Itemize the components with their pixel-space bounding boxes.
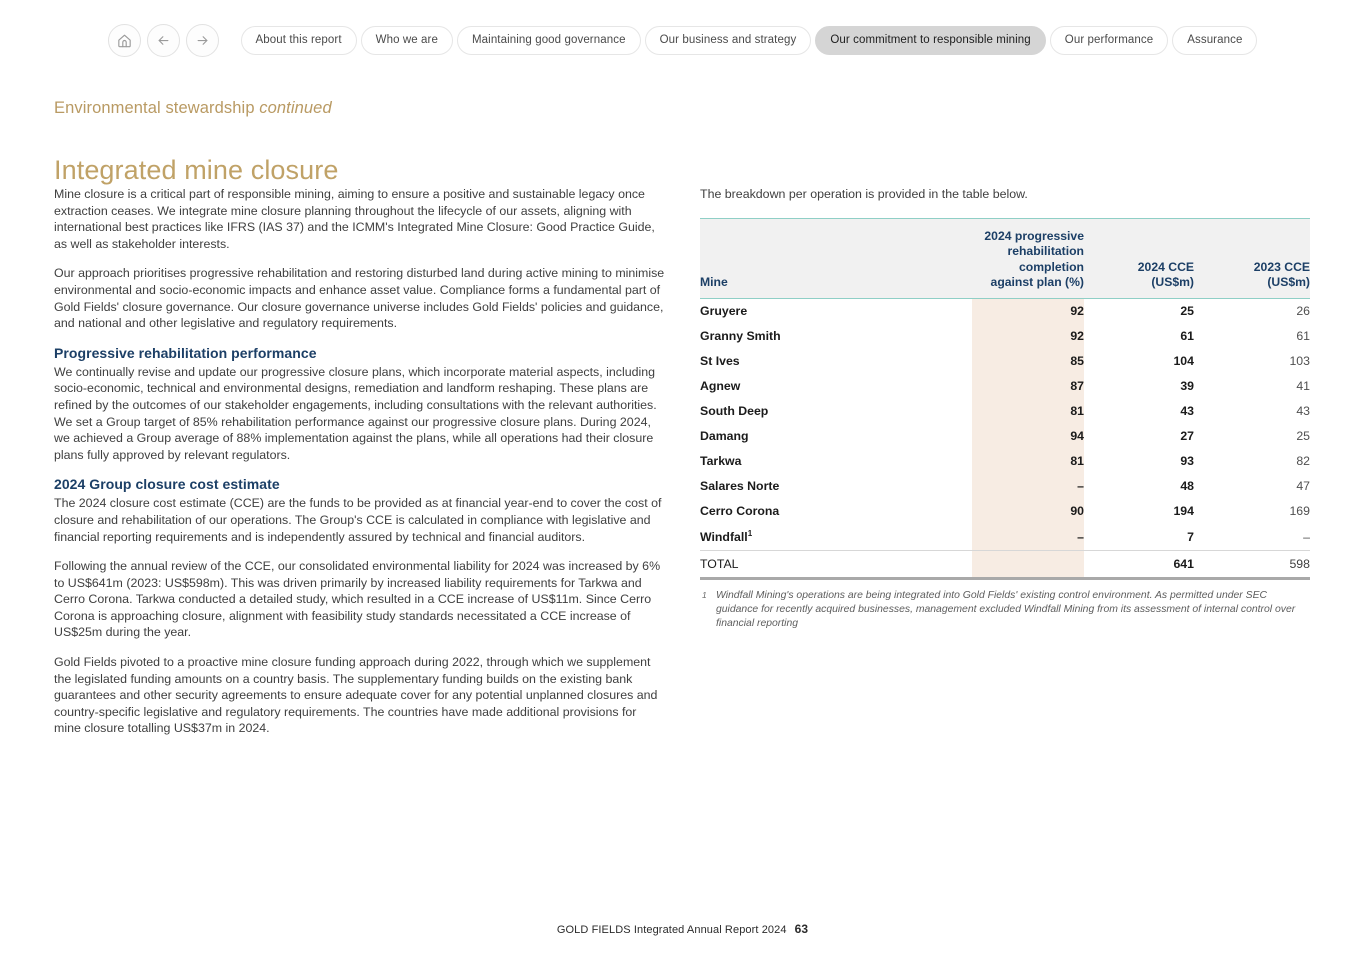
column-header-mine: Mine	[700, 218, 972, 298]
table-row	[700, 374, 1310, 399]
cell-2023-cce: 26	[1296, 304, 1310, 319]
paragraph-cce-review: Following the annual review of the CCE, our consolidated environmental liability for 2024 was increased by 6% to US$641m (2023: US$598m). This was driven primarily by increased liability requirements for Tarkwa and Cerro Corona. Tarkwa conducted a detailed study, which resulted in a CCE increase of US$11m. Since Cerro Corona is approaching closure, alignment with feasibility study standards necessitated a CCE increase of US$25m during the year.	[54, 559, 661, 640]
arrow-left-icon	[156, 33, 171, 48]
cell-rehabilitation-completion: 90	[972, 499, 1084, 524]
cell-2024-cce: 43	[1180, 404, 1194, 419]
arrow-right-icon	[195, 33, 210, 48]
cell-2024-cce: 93	[1180, 454, 1194, 469]
cell-rehabilitation-completion: 92	[972, 324, 1084, 349]
cell-rehabilitation-completion: 81	[972, 449, 1084, 474]
cell-rehabilitation-completion: 92	[972, 298, 1084, 324]
cell-total-2024-cce: 641	[1084, 551, 1194, 579]
cell-mine-name: Gruyere	[700, 304, 748, 319]
cell-2023-cce: 43	[1296, 404, 1310, 419]
cell-total-2023-cce: 598	[1194, 551, 1310, 579]
tab-who-we-are[interactable]: Who we are	[361, 26, 453, 55]
table-row	[700, 474, 1310, 499]
table-row	[700, 524, 1310, 551]
cell-2024-cce: 48	[1180, 479, 1194, 494]
cell-mine-name: Salares Norte	[700, 479, 780, 494]
home-button[interactable]	[108, 24, 141, 57]
cell-rehabilitation-completion: 94	[972, 424, 1084, 449]
forward-button[interactable]	[186, 24, 219, 57]
cell-mine-name: Damang	[700, 429, 749, 444]
home-icon	[116, 32, 133, 49]
right-table-column	[700, 186, 1310, 632]
heading-2024-group-closure-cost-estimate: 2024 Group closure cost estimate	[54, 476, 280, 493]
table-row	[700, 298, 1310, 324]
cell-2024-cce: 39	[1180, 379, 1194, 394]
cell-2023-cce: 82	[1296, 454, 1310, 469]
cell-2024-cce: 25	[1180, 304, 1194, 319]
cell-2023-cce: 103	[1289, 354, 1310, 369]
header-line-1: 2024 CCE	[1137, 259, 1194, 274]
cell-2024-cce: 27	[1180, 429, 1194, 444]
cell-rehabilitation-completion: –	[972, 524, 1084, 551]
cell-mine-name: South Deep	[700, 404, 769, 419]
left-text-column	[54, 186, 666, 750]
tab-our-business-and-strategy[interactable]: Our business and strategy	[645, 26, 812, 55]
footer-report-title: GOLD FIELDS Integrated Annual Report 2024	[556, 924, 787, 936]
header-line-1: 2024 progressive	[984, 228, 1084, 243]
cell-2023-cce: 169	[1289, 504, 1310, 519]
cell-mine-name: St Ives	[700, 354, 740, 369]
paragraph-cce-definition: The 2024 closure cost estimate (CCE) are the funds to be provided as at financial year-end to cover the cost of closure and rehabilitation of our operations. The Group's CCE is calculated in compliance with legislative and financial reporting requirements and is independently assured by technical and financial auditors.	[54, 496, 662, 544]
cell-mine-name: Agnew	[700, 379, 741, 394]
header-line-3: completion	[1018, 259, 1084, 274]
back-button[interactable]	[147, 24, 180, 57]
header-line-1: 2023 CCE	[1253, 259, 1310, 274]
cell-2023-cce: 47	[1296, 479, 1310, 494]
footnote-marker: 1	[702, 590, 707, 601]
header-line-2: (US$m)	[1267, 275, 1310, 290]
cell-2023-cce: –	[1303, 530, 1310, 545]
table-row	[700, 324, 1310, 349]
tab-our-commitment-to-responsible-mining[interactable]: Our commitment to responsible mining	[815, 26, 1045, 55]
table-row	[700, 424, 1310, 449]
page-title: Integrated mine closure	[54, 155, 339, 185]
running-header	[54, 99, 332, 118]
table-row	[700, 399, 1310, 424]
table-row	[700, 349, 1310, 374]
column-header-2024-cce	[1084, 218, 1194, 298]
cell-mine-name: Granny Smith	[700, 329, 781, 344]
cell-total-label: TOTAL	[700, 551, 972, 579]
cell-2024-cce: 104	[1173, 354, 1194, 369]
footnote-text: Windfall Mining's operations are being integrated into Gold Fields' existing control environment. As permitted under SEC guidance for recently acquired businesses, management excluded Windfall Mining from its assessment of internal control over financial reporting	[716, 590, 1296, 630]
tab-assurance[interactable]: Assurance	[1172, 26, 1257, 55]
cell-mine-name: Tarkwa	[700, 454, 742, 469]
paragraph-intro-2: Our approach prioritises progressive rehabilitation and restoring disturbed land during active mining to minimise environmental and socio-economic impacts and enhance asset value. Compliance forms a fundamental part of Gold Fields' closure governance. Our closure governance universe includes Gold Fields' policies and guidance, and national and other legislative and regulatory requirements.	[54, 266, 665, 331]
header-line-2: rehabilitation	[1007, 244, 1084, 259]
running-header-continued: continued	[259, 99, 332, 117]
cell-mine-name: Windfall$^1$	[700, 529, 753, 545]
cell-mine-name: Cerro Corona	[700, 504, 780, 519]
running-header-text: Environmental stewardship	[54, 99, 260, 117]
tab-our-performance[interactable]: Our performance	[1050, 26, 1168, 55]
table-intro-text: The breakdown per operation is provided in the table below.	[700, 187, 1028, 201]
cell-2023-cce: 25	[1296, 429, 1310, 444]
section-tabs	[241, 26, 1258, 55]
closure-cost-table	[700, 218, 1310, 580]
heading-progressive-rehabilitation-performance: Progressive rehabilitation performance	[54, 344, 317, 361]
paragraph-progressive-rehabilitation: We continually revise and update our progressive closure plans, which incorporate material aspects, including socio-economic, technical and environmental designs, remediation and landform reshaping. These plans are refined by the outcomes of our stakeholder engagements, including consultations with the relevant authorities. We set a Group target of 85% rehabilitation performance against our progressive closure plans. During 2024, we achieved a Group average of 88% implementation against the plans, while all operations had their closure plans fully approved by relevant regulators.	[54, 364, 657, 462]
header-line-2: (US$m)	[1151, 275, 1194, 290]
cell-2024-cce: 7	[1187, 530, 1194, 545]
table-row	[700, 499, 1310, 524]
footer-page-number: 63	[794, 922, 809, 936]
table-footnote	[700, 589, 1310, 632]
cell-2023-cce: 61	[1296, 329, 1310, 344]
table-total-row	[700, 551, 1310, 579]
cell-2024-cce: 61	[1180, 329, 1194, 344]
table-head	[700, 218, 1310, 298]
header-line-4: against plan (%)	[990, 275, 1084, 290]
table-row	[700, 449, 1310, 474]
cell-2023-cce: 41	[1296, 379, 1310, 394]
page-footer	[0, 922, 1365, 936]
cell-2024-cce: 194	[1173, 504, 1194, 519]
tab-maintaining-good-governance[interactable]: Maintaining good governance	[457, 26, 641, 55]
cell-rehabilitation-completion: 85	[972, 349, 1084, 374]
cell-total-rehab	[972, 551, 1084, 579]
table-body	[700, 298, 1310, 578]
column-header-rehabilitation-completion	[972, 218, 1084, 298]
paragraph-closure-funding: Gold Fields pivoted to a proactive mine closure funding approach during 2022, through which we supplement the legislated funding amounts on a country basis. The supplementary funding builds on the existing bank guarantees and other security agreements to ensure adequate cover for any potential unplanned closures and country-specific legislative and regulatory requirements. The countries have made additional provisions for mine closure totalling US$37m in 2024.	[54, 655, 658, 736]
cell-rehabilitation-completion: 87	[972, 374, 1084, 399]
cell-footnote-marker: 1	[747, 529, 753, 539]
column-header-2023-cce	[1194, 218, 1310, 298]
paragraph-intro-1: Mine closure is a critical part of responsible mining, aiming to ensure a positive and sustainable legacy once extraction ceases. We integrate mine closure planning throughout the lifecycle of our assets, aligning with international best practices like IFRS (IAS 37) and the ICMM's Integrated Mine Closure: Good Practice Guide, as well as stakeholder interests.	[54, 187, 655, 251]
table-header-row	[700, 218, 1310, 298]
cell-rehabilitation-completion: 81	[972, 399, 1084, 424]
top-navigation-bar	[0, 24, 1365, 57]
tab-about-this-report[interactable]: About this report	[241, 26, 357, 55]
cell-rehabilitation-completion: –	[972, 474, 1084, 499]
